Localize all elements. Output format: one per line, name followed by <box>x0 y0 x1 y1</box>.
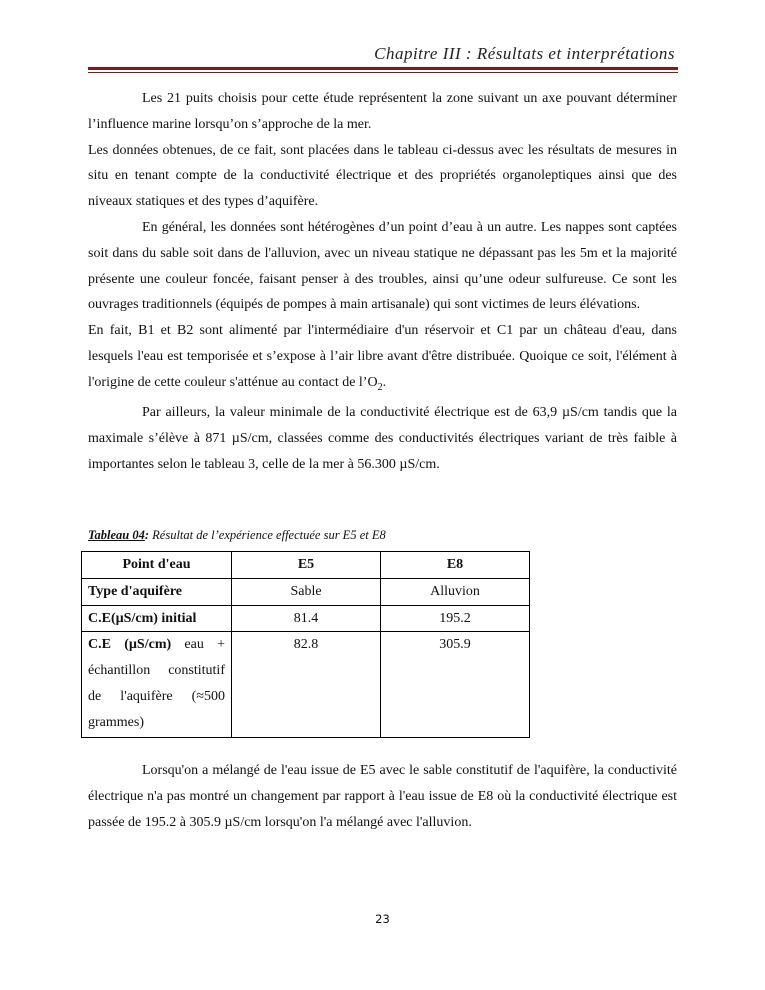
cell-e8-ce-initial: 195.2 <box>381 605 530 632</box>
row-label-type-aquifere: Type d'aquifère <box>82 578 232 605</box>
paragraph-1: Les 21 puits choisis pour cette étude représentent la zone suivant un axe pouvant déterminer l’influence marine lorsqu’on s’approche de la mer. <box>88 91 677 132</box>
chapter-header-title: Chapitre III : Résultats et interprétations <box>374 44 675 63</box>
oxygen-subscript: 2 <box>377 381 383 393</box>
row-label-ce-mix <box>82 632 232 738</box>
paragraph-2: Les données obtenues, de ce fait, sont placées dans le tableau ci-dessus avec les résultats de mesures in situ en tenant compte de la conductivité électrique et des propriétés organoleptiques ainsi que des niveaux statiques et des types d’aquifère. <box>88 142 677 210</box>
header-rule-thin <box>88 72 678 73</box>
header-rule <box>88 67 678 70</box>
header-e8: E8 <box>381 552 530 579</box>
table-caption <box>88 528 386 543</box>
cell-e5-ce-mix: 82.8 <box>232 632 381 738</box>
cell-e8-ce-mix: 305.9 <box>381 632 530 738</box>
results-table <box>81 551 530 738</box>
table-caption-text: Résultat de l’expérience effectuée sur E5 et E8 <box>149 528 386 542</box>
cell-e5-type: Sable <box>232 578 381 605</box>
header-point-eau: Point d'eau <box>82 552 232 579</box>
cell-e8-type: Alluvion <box>381 578 530 605</box>
ce-mix-label-rest: eau + échantillon constitutif de l'aquifère (≈500 grammes) <box>88 637 226 730</box>
table-row <box>82 578 530 605</box>
ce-mix-label-bold: C.E (µS/cm) <box>88 637 172 653</box>
conclusion-paragraph: Lorsqu'on a mélangé de l'eau issue de E5 avec le sable constitutif de l'aquifère, la conductivité électrique n'a pas montré un changement par rapport à l'eau issue de E8 où la conductivité électrique est passée de 195.2 à 305.9 µS/cm lorsqu'on l'a mélangé avec l'alluvion. <box>88 763 677 830</box>
paragraph-4-text: En fait, B1 et B2 sont alimenté par l'intermédiaire d'un réservoir et C1 par un château d'eau, dans lesquels l'eau est temporisée et s’expose à l’air libre avant d'être distribuée. Quoique ce soit, l'élément à l'origine de cette couleur s'atténue au contact de l’O <box>88 323 677 390</box>
table-row <box>82 632 530 738</box>
table-row <box>82 605 530 632</box>
cell-e5-ce-initial: 81.4 <box>232 605 381 632</box>
paragraph-3: En général, les données sont hétérogènes d’un point d’eau à un autre. Les nappes sont captées soit dans du sable soit dans de l'alluvion, avec un niveau statique ne dépassant pas les 5m et la majorité présente une couleur foncée, faisant penser à des troubles, ainsi qu’une odeur sulfureuse. Ce sont les ouvrages traditionnels (équipés de pompes à main artisanale) qui sont victimes de leurs élévations. <box>88 219 677 313</box>
page-number: 23 <box>375 912 390 926</box>
paragraph-4 <box>88 318 677 400</box>
row-label-ce-initial: C.E(µS/cm) initial <box>82 605 232 632</box>
table-caption-colon: : <box>144 528 150 542</box>
paragraph-4-end: . <box>382 374 387 390</box>
header-e5: E5 <box>232 552 381 579</box>
body-text <box>88 86 677 478</box>
paragraph-5: Par ailleurs, la valeur minimale de la conductivité électrique est de 63,9 µS/cm tandis que la maximale s’élève à 871 µS/cm, classées comme des conductivités électriques variant de très faible à importantes selon le tableau 3, celle de la mer à 56.300 µS/cm. <box>88 405 677 472</box>
table-caption-label: Tableau 04 <box>88 528 145 542</box>
table-header-row <box>82 552 530 579</box>
conclusion-text <box>88 758 677 835</box>
